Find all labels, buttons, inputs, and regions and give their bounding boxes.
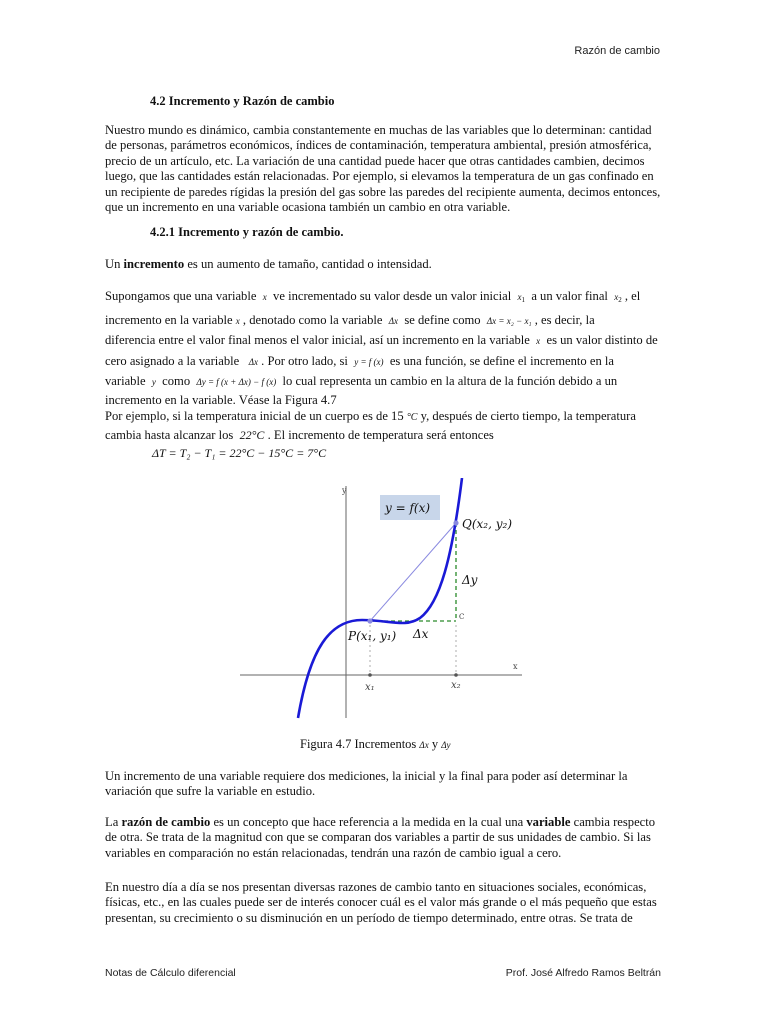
text-run: es una función, se define el incremento en la <box>386 353 614 368</box>
intro-line: de personas, parámetros económicos, índices de contaminación, temperatura ambiental, presión atmosférica, <box>105 138 652 153</box>
math-dy-def: Δy = f (x + Δx) − f (x) <box>196 377 277 388</box>
math-temp15: °C <box>406 412 418 424</box>
text-run: Supongamos que una variable <box>105 289 260 303</box>
text-run: como <box>159 374 194 389</box>
label-c: C <box>459 613 465 621</box>
tick-x2-label: x₂ <box>451 680 461 691</box>
label-dx: Δx <box>413 627 429 641</box>
tick-x1-label: x₁ <box>365 682 375 693</box>
math-y: y <box>151 377 156 388</box>
text-run: Por ejemplo, si la temperatura inicial de un cuerpo es de 15 <box>105 409 407 424</box>
text-line: Un incremento de una variable requiere dos mediciones, la inicial y la final para poder así determinar la <box>105 769 628 783</box>
tick-x1-dot <box>368 673 372 677</box>
math-x: x <box>536 336 541 347</box>
text-run: La <box>105 815 122 829</box>
text-run: ve incrementado su valor desde un valor inicial <box>269 289 515 303</box>
math-dx-def: Δx = x₂ − x₁ <box>486 315 532 326</box>
subsection-heading: 4.2.1 Incremento y razón de cambio. <box>150 225 344 239</box>
text-run: , denotado como la variable <box>239 312 386 327</box>
math-x: x <box>235 315 240 326</box>
text-line: variación que sufre la variable en estudio. <box>105 784 316 799</box>
text-run: cambia hasta alcanzar los <box>105 428 237 443</box>
incremento-paragraph <box>105 287 658 444</box>
text-run: cero asignado a la variable <box>105 353 243 368</box>
label-dy: Δy <box>462 573 478 587</box>
point-q <box>453 520 458 525</box>
function-label: y = f(x) <box>385 501 431 515</box>
razon-cambio-paragraph <box>105 815 655 861</box>
delta-t-equation: ΔT = T₂ − T₁ = 22°C − 15°C = 7°C <box>152 446 327 460</box>
math-temp22: 22°C <box>239 428 265 443</box>
math-dx: Δx <box>388 315 399 326</box>
intro-paragraph <box>105 123 660 215</box>
math-dx: Δx <box>248 356 258 367</box>
footer-right: Prof. José Alfredo Ramos Beltrán <box>505 967 661 979</box>
def-post: es un aumento de tamaño, cantidad o intensidad. <box>184 257 432 271</box>
text-run: es un concepto que hace referencia a la medida en la cual una <box>210 815 527 829</box>
text-run: incremento en la variable <box>105 312 236 327</box>
text-run: , es decir, la <box>531 312 595 327</box>
text-line: En nuestro día a día se nos presentan diversas razones de cambio tanto en situaciones sociales, económicas, <box>105 880 647 894</box>
text-run: diferencia entre el valor final menos el valor inicial, así un incremento en la variable <box>105 333 534 348</box>
text-run: a un valor final <box>528 289 612 303</box>
caption-text: Figura 4.7 Incrementos <box>300 737 420 751</box>
increment-figure <box>240 478 530 723</box>
footer-left: Notas de Cálculo diferencial <box>105 967 236 979</box>
def-bold: incremento <box>123 257 185 271</box>
intro-line: precio de un artículo, etc. La variación de una cantidad puede hacer que otras cantidades cambien, decimos <box>105 153 645 168</box>
text-run: variable <box>105 374 149 389</box>
caption-dy: Δy <box>441 740 451 750</box>
figure-caption <box>300 737 450 752</box>
text-run: cambia respecto <box>570 815 656 829</box>
label-p: P(x₁, y₁) <box>348 629 397 643</box>
point-p <box>367 618 372 623</box>
text-run: . Por otro lado, si <box>258 353 352 368</box>
mediciones-paragraph <box>105 769 627 800</box>
math-x1: $x_1$ <box>517 292 526 304</box>
tick-x2-dot <box>454 673 458 677</box>
caption-and: y <box>428 737 442 751</box>
label-q: Q(x₂, y₂) <box>462 517 512 531</box>
bold-term: variable <box>526 815 571 829</box>
page-header-title: Razón de cambio <box>574 45 660 57</box>
text-line: físicas, etc., en las cuales puede ser de interés conocer cuál es el valor más grande o el más pequeño que estas <box>105 895 657 910</box>
text-run: lo cual representa un cambio en la altura de la función debido a un <box>279 374 618 389</box>
definition-incremento <box>105 257 432 272</box>
text-line: variables en comparación no están relacionadas, tendrán una razón de cambio igual a cero. <box>105 845 562 860</box>
text-run: se define como <box>401 312 484 327</box>
text-line: presentan, su crecimiento o su disminución en un período de tiempo determinado, entre otras. Se trata de <box>105 910 633 925</box>
dia-a-dia-paragraph <box>105 880 657 926</box>
intro-line: que un incremento en una variable ocasiona también un cambio en otra variable. <box>105 200 511 215</box>
bold-term: razón de cambio <box>121 815 211 829</box>
text-run: . El incremento de temperatura será entonces <box>264 428 494 443</box>
math-x2: $x_2$ <box>614 292 622 304</box>
math-y-fx: y = f (x) <box>354 356 384 367</box>
section-heading: 4.2 Incremento y Razón de cambio <box>150 94 335 108</box>
axis-x-label: x <box>513 662 518 671</box>
math-x: x <box>262 292 267 302</box>
secant-line <box>370 523 456 621</box>
text-run: y, después de cierto tiempo, la temperatura <box>417 409 636 424</box>
intro-line: Nuestro mundo es dinámico, cambia constantemente en muchas de las variables que lo determinan: cantidad <box>105 123 652 137</box>
intro-line: un recipiente de paredes rígidas la presión del gas sobre las paredes del recipiente aumenta, decimos entonces, <box>105 184 661 199</box>
text-run: , el <box>621 289 641 303</box>
intro-line: luego, que las cantidades están relacionadas. Por ejemplo, si elevamos la temperatura de un gas confinado en <box>105 169 654 184</box>
caption-dx: Δx <box>419 740 429 750</box>
axis-y-label: y <box>342 486 347 495</box>
text-run: incremento en la variable. Véase la Figura 4.7 <box>105 392 337 407</box>
text-line: de otra. Se trata de la magnitud con que se comparan dos variables a partir de sus unidades de cambio. Si las <box>105 830 651 845</box>
def-pre: Un <box>105 257 124 271</box>
text-run: es un valor distinto de <box>543 333 658 348</box>
